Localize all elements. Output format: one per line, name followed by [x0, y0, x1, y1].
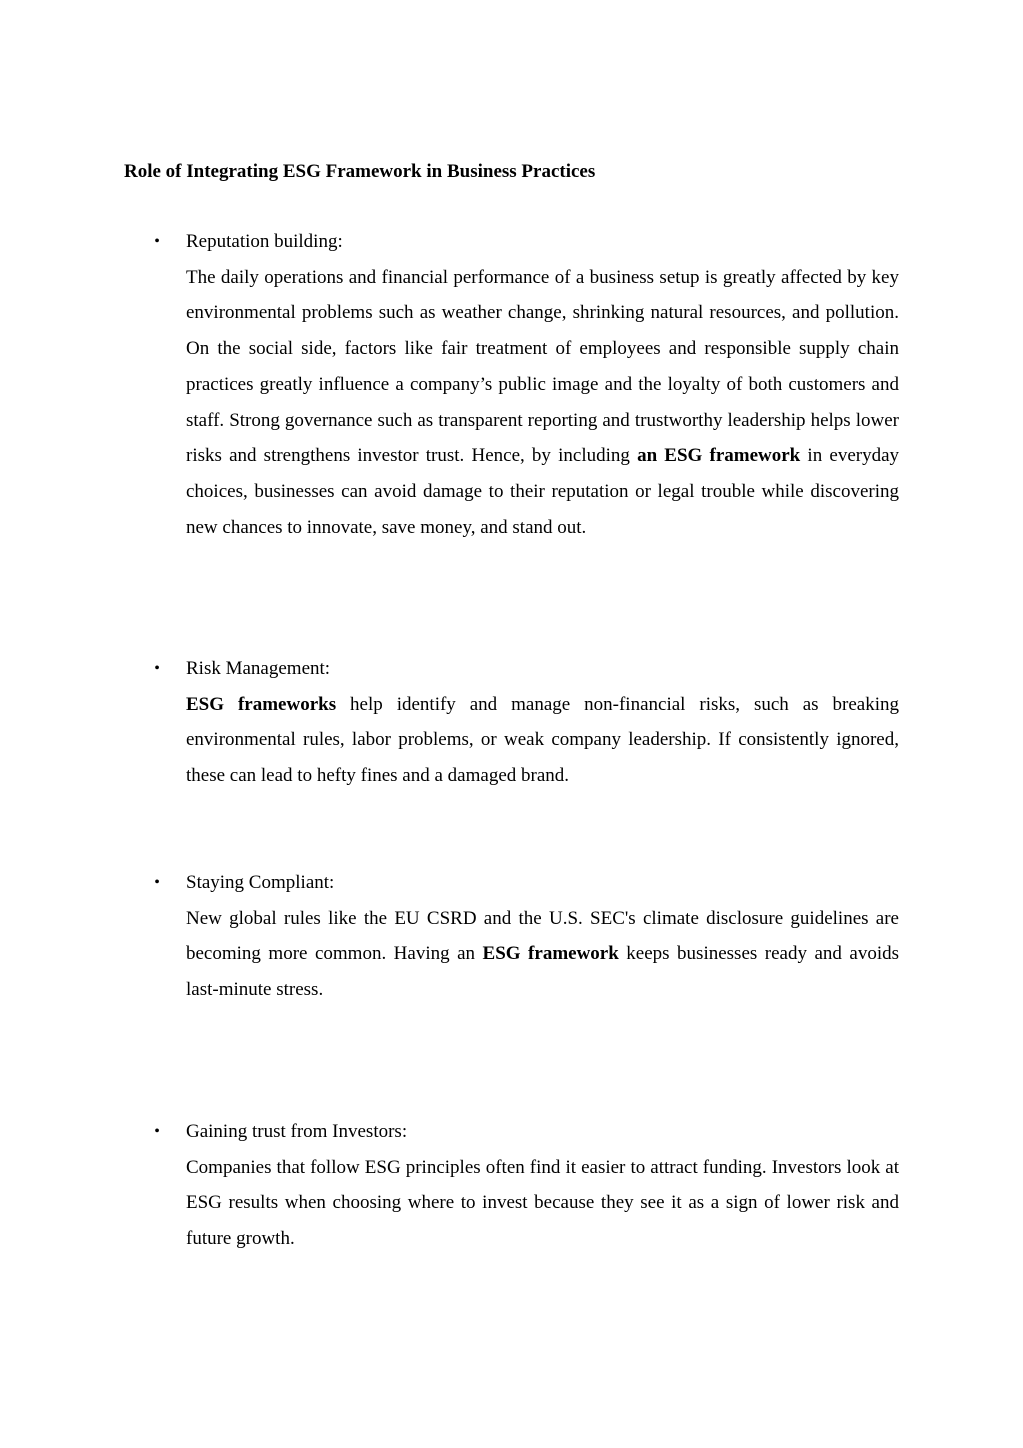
- section-body: [186, 687, 899, 794]
- body-text: Companies that follow ESG principles often find it easier to attract funding. Investors look at ESG results when choosing where to invest because they see it as a sign of lower risk and future growth.: [186, 1156, 899, 1250]
- body-bold-text: an ESG framework: [637, 445, 801, 467]
- section-reputation-building: [154, 224, 900, 545]
- body-text: keeps businesses ready and avoids last-minute stress.: [186, 943, 899, 1001]
- body-text: The daily operations and financial performance of a business setup is greatly affected by key environmental problems such as weather change, shrinking natural resources, and pollution. On the social side, factors like fair treatment of employees and responsible supply chain practices greatly influence a company’s public image and the loyalty of both customers and staff. Strong governance such as transparent reporting and trustworthy leadership helps lower risks and strengthens investor trust. Hence, by including: [186, 266, 899, 467]
- section-body: [186, 260, 899, 546]
- bullet-icon: •: [154, 660, 160, 677]
- body-text: in everyday choices, businesses can avoid damage to their reputation or legal trouble while discovering new chances to innovate, save money, and stand out.: [186, 445, 900, 538]
- body-bold-text: ESG frameworks: [186, 693, 337, 715]
- section-body: [186, 1150, 899, 1257]
- section-body: [186, 901, 899, 1008]
- bullet-icon: •: [154, 874, 160, 891]
- section-heading: Reputation building:: [186, 231, 343, 252]
- body-bold-text: ESG framework: [482, 943, 619, 965]
- bullet-icon: •: [154, 233, 160, 250]
- section-heading: Gaining trust from Investors:: [186, 1121, 408, 1142]
- document-title: Role of Integrating ESG Framework in Business Practices: [124, 161, 596, 182]
- section-risk-management: [154, 651, 899, 794]
- section-heading: Staying Compliant:: [186, 872, 335, 893]
- body-text: New global rules like the EU CSRD and the U.S. SEC's climate disclosure guidelines are becoming more common. Having an: [186, 907, 899, 965]
- section-gaining-investor-trust: [154, 1114, 899, 1257]
- bullet-icon: •: [154, 1123, 160, 1140]
- section-staying-compliant: [154, 865, 899, 1008]
- body-text: help identify and manage non-financial risks, such as breaking environmental rules, labor problems, or weak company leadership. If consistently ignored, these can lead to hefty fines and a damaged brand.: [186, 693, 899, 787]
- section-heading: Risk Management:: [186, 658, 331, 679]
